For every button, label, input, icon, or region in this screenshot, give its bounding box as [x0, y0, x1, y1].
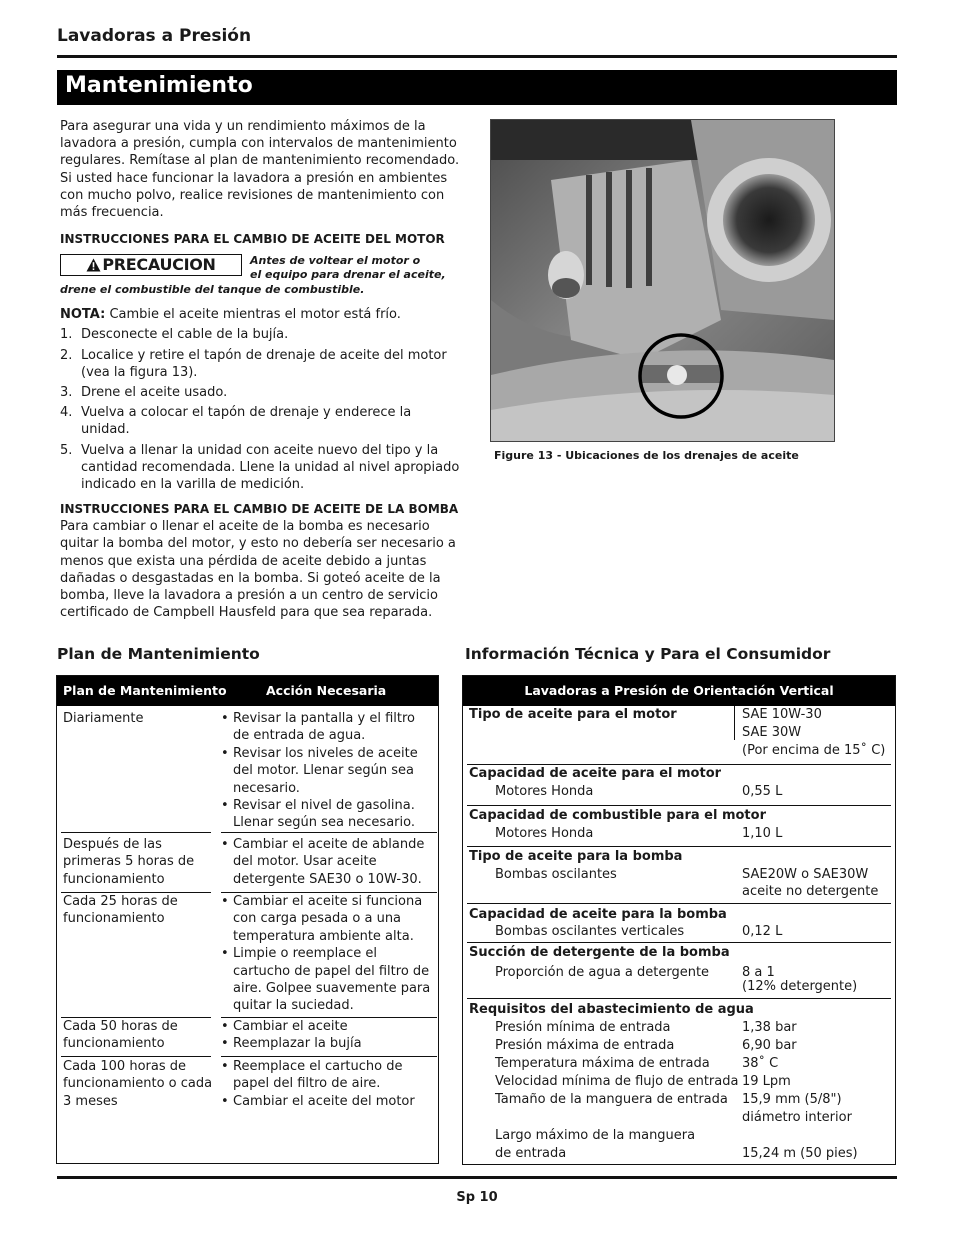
step-item	[60, 384, 462, 401]
plan-header-action: Acción Necesaria	[266, 683, 387, 698]
engine-photo	[490, 119, 835, 442]
plan-schedule: Diariamente	[63, 711, 144, 726]
technical-info-table	[462, 675, 896, 1165]
engine-oil-capacity-label: Capacidad de aceite para el motor	[469, 766, 722, 781]
maintenance-plan-table	[56, 675, 439, 1164]
engine-oil-capacity-value: 0,55 L	[742, 784, 783, 799]
figure-caption: Figure 13 - Ubicaciones de los drenajes de aceite	[494, 449, 799, 462]
section-banner	[57, 70, 897, 105]
water-spec-label: Presión mínima de entrada	[495, 1020, 671, 1035]
water-spec-label: Temperatura máxima de entrada	[495, 1056, 710, 1071]
step-text: Desconecte el cable de la bujía.	[81, 327, 289, 343]
note-label: NOTA:	[60, 307, 106, 323]
caution-label: PRECAUCION	[102, 255, 216, 275]
water-supply-label: Requisitos del abastecimiento de agua	[469, 1002, 754, 1017]
caution-block	[60, 252, 462, 306]
max-hose-label: de entrada	[495, 1146, 567, 1161]
row-divider	[221, 832, 437, 833]
pump-oil-capacity-value: 0,12 L	[742, 924, 783, 939]
plan-header-schedule: Plan de Mantenimiento	[63, 683, 227, 698]
fuel-capacity-sub: Motores Honda	[495, 826, 594, 841]
step-item	[60, 347, 462, 381]
engine-oil-capacity-sub: Motores Honda	[495, 784, 594, 799]
hose-diameter-note: diámetro interior	[742, 1110, 852, 1125]
plan-actions	[221, 836, 435, 888]
note-text: Cambie el aceite mientras el motor está frío.	[109, 307, 401, 323]
engine-oil-steps	[60, 326, 462, 493]
detergent-suction-label: Succión de detergente de la bomba	[469, 945, 730, 960]
row-divider	[221, 1056, 437, 1057]
action-item: • Cambiar el aceite del motor	[221, 1093, 435, 1110]
note-paragraph	[60, 306, 462, 323]
footer-rule	[57, 1176, 897, 1179]
row-divider	[467, 846, 891, 847]
pump-oil-type-value: aceite no detergente	[742, 884, 879, 899]
plan-schedule: Después de las primeras 5 horas de funcionamiento	[63, 837, 195, 887]
detergent-ratio-value: 8 a 1	[742, 965, 775, 980]
step-number: 5.	[60, 442, 73, 458]
caution-label-box	[60, 254, 242, 276]
step-text: Drene el aceite usado.	[81, 385, 228, 401]
action-item: • Revisar la pantalla y el filtro de entrada de agua.	[221, 710, 435, 745]
row-divider	[61, 1056, 211, 1057]
water-spec-value: 15,9 mm (5/8")	[742, 1092, 842, 1107]
water-spec-value: 6,90 bar	[742, 1038, 797, 1053]
info-table-header: Lavadoras a Presión de Orientación Vertical	[463, 676, 895, 706]
step-text: Vuelva a colocar el tapón de drenaje y enderece la unidad.	[81, 405, 412, 438]
water-spec-label: Presión máxima de entrada	[495, 1038, 675, 1053]
action-item: • Reemplazar la bujía	[221, 1035, 435, 1052]
plan-table-header	[57, 676, 438, 706]
pump-oil-type-label: Tipo de aceite para la bomba	[469, 849, 683, 864]
document-header-title: Lavadoras a Presión	[57, 26, 252, 46]
action-item: • Cambiar el aceite de ablande del motor. Usar aceite detergente SAE30 o 10W-30.	[221, 836, 435, 888]
page-number: Sp 10	[456, 1190, 498, 1205]
row-divider	[467, 805, 891, 806]
caution-text-line2: el equipo para drenar el aceite,	[250, 268, 446, 282]
plan-actions	[221, 1058, 435, 1110]
action-item: • Limpie o reemplace el cartucho de papel del filtro de aire. Golpee suavemente para quitar la suciedad.	[221, 945, 435, 1015]
maintenance-plan-title: Plan de Mantenimiento	[57, 645, 260, 663]
water-spec-value: 19 Lpm	[742, 1074, 791, 1089]
intro-paragraph: Para asegurar una vida y un rendimiento máximos de la lavadora a presión, cumpla con intervalos de mantenimiento regulares. Remítase al plan de mantenimiento recomendado. Si usted hace funcionar la lavadora a presión en ambientes con mucho polvo, realice revisiones de mantenimiento con más frecuencia.	[60, 119, 460, 221]
action-item: • Revisar los niveles de aceite del motor. Llenar según sea necesario.	[221, 745, 435, 797]
max-hose-value: 15,24 m (50 pies)	[742, 1146, 858, 1161]
technical-info-title: Información Técnica y Para el Consumidor	[465, 645, 831, 663]
water-spec-value: 1,38 bar	[742, 1020, 797, 1035]
row-divider	[467, 998, 891, 999]
detergent-ratio-value: (12% detergente)	[742, 979, 858, 994]
action-item: • Cambiar el aceite	[221, 1018, 435, 1035]
engine-oil-heading: INSTRUCCIONES PARA EL CAMBIO DE ACEITE DEL MOTOR	[60, 232, 445, 247]
pump-oil-capacity-sub: Bombas oscilantes verticales	[495, 924, 685, 939]
row-divider	[467, 903, 891, 904]
row-divider	[467, 942, 891, 943]
water-spec-value: 38˚ C	[742, 1056, 779, 1071]
pump-oil-type-value: SAE20W o SAE30W	[742, 867, 869, 882]
warning-triangle-icon	[86, 258, 101, 272]
step-text: Vuelva a llenar la unidad con aceite nuevo del tipo y la cantidad recomendada. Llene la unidad al nivel apropiado indicado en la varilla de medición.	[81, 442, 460, 493]
action-item: • Cambiar el aceite si funciona con carga pesada o a una temperatura ambiente alta.	[221, 893, 435, 945]
step-number: 4.	[60, 405, 73, 421]
caution-text-line3: drene el combustible del tanque de combustible.	[60, 283, 365, 297]
fuel-capacity-value: 1,10 L	[742, 826, 783, 841]
header-rule	[57, 55, 897, 58]
plan-schedule: Cada 25 horas de funcionamiento	[63, 894, 178, 927]
step-text: Localice y retire el tapón de drenaje de aceite del motor (vea la figura 13).	[81, 347, 447, 380]
row-divider	[61, 832, 211, 833]
pump-oil-heading: INSTRUCCIONES PARA EL CAMBIO DE ACEITE DE LA BOMBA	[60, 502, 459, 517]
step-item	[60, 326, 462, 343]
plan-actions	[221, 1018, 435, 1053]
action-item: • Revisar el nivel de gasolina. Llenar según sea necesario.	[221, 797, 435, 832]
plan-schedule: Cada 50 horas de funcionamiento	[63, 1019, 178, 1052]
engine-oil-type-value: SAE 30W	[742, 725, 802, 740]
pump-oil-paragraph: Para cambiar o llenar el aceite de la bomba es necesario quitar la bomba del motor, y esto no debería ser necesario a menos que exista una pérdida de aceite debido a juntas dañadas o desgastadas en la bomba. Si goteó aceite de la bomba, lleve la lavadora a presión a un centro de servicio certificado de Campbell Hausfeld para que sea reparada.	[60, 519, 456, 621]
caution-text-line1: Antes de voltear el motor o	[250, 254, 421, 268]
pump-oil-type-sub: Bombas oscilantes	[495, 867, 617, 882]
action-item: • Reemplace el cartucho de papel del filtro de aire.	[221, 1058, 435, 1093]
pump-oil-capacity-label: Capacidad de aceite para la bomba	[469, 907, 727, 922]
water-spec-label: Tamaño de la manguera de entrada	[495, 1092, 728, 1107]
max-hose-label: Largo máximo de la manguera	[495, 1128, 696, 1143]
plan-schedule: Cada 100 horas de funcionamiento o cada 3 meses	[63, 1059, 213, 1109]
plan-actions	[221, 710, 435, 832]
detergent-ratio-label: Proporción de agua a detergente	[495, 965, 710, 980]
engine-oil-type-value: (Por encima de 15˚ C)	[742, 743, 886, 758]
water-spec-label: Velocidad mínima de flujo de entrada	[495, 1074, 739, 1089]
info-column-divider	[734, 706, 735, 740]
section-title: Mantenimiento	[65, 73, 253, 98]
engine-drain-photo-illustration	[491, 120, 834, 441]
fuel-capacity-label: Capacidad de combustible para el motor	[469, 808, 766, 823]
step-number: 3.	[60, 385, 73, 401]
step-number: 1.	[60, 327, 73, 343]
engine-oil-type-label: Tipo de aceite para el motor	[469, 707, 677, 722]
plan-actions	[221, 893, 435, 1015]
left-text-column	[60, 118, 462, 621]
step-number: 2.	[60, 347, 73, 363]
step-item	[60, 404, 462, 438]
engine-oil-type-value: SAE 10W-30	[742, 707, 822, 722]
step-item	[60, 442, 462, 494]
